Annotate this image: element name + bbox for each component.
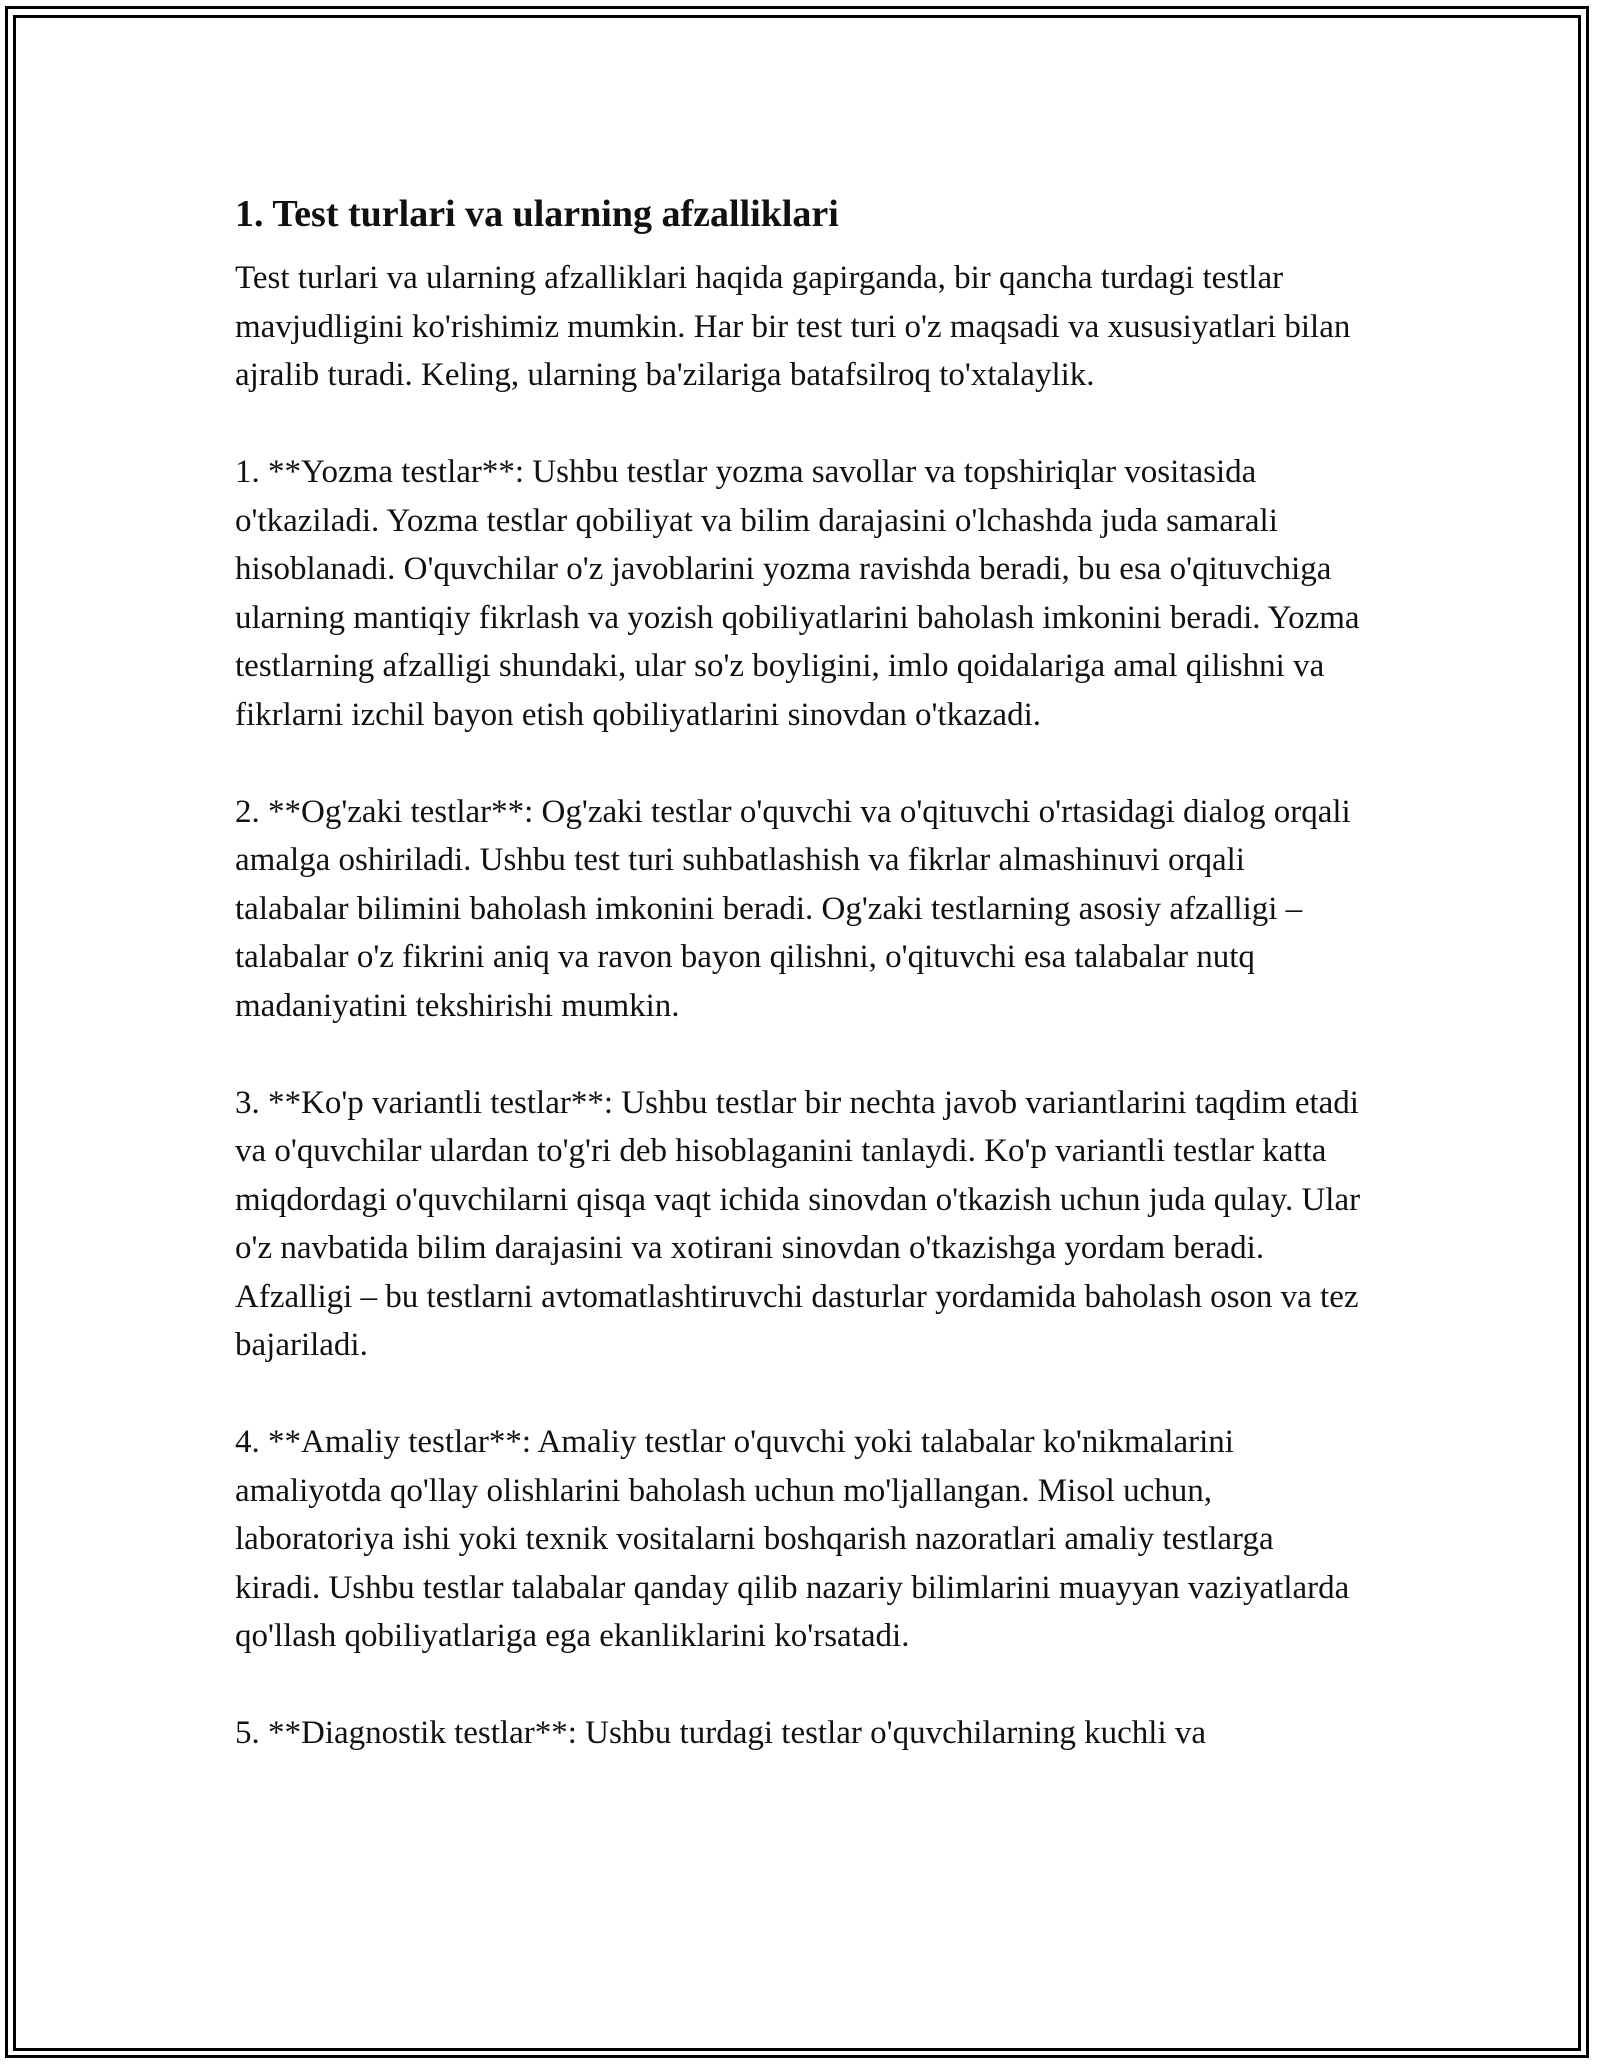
multiple-choice-tests-paragraph: 3. **Ko'p variantli testlar**: Ushbu testlar bir nechta javob variantlarini taqdim etadi va o'quvchilar ulardan to'g'ri deb hisoblaganini tanlaydi. Ko'p variantli testlar katta miqdordagi o'quvchilarni qisqa vaqt ichida sinovdan o'tkazish uchun juda qulay. Ular o'z navbatida bilim darajasini va xotirani sinovdan o'tkazishga yordam beradi. Afzalligi – bu testlarni avtomatlashtiruvchi dasturlar yordamida baholash oson va tez bajariladi.	[235, 1084, 1361, 1363]
intro-paragraph: Test turlari va ularning afzalliklari haqida gapirganda, bir qancha turdagi testlar mavjudligini ko'rishimiz mumkin. Har bir test turi o'z maqsadi va xususiyatlari bilan ajralib turadi. Keling, ularning ba'zilariga batafsilroq to'xtalaylik.	[235, 260, 1351, 393]
oral-tests-paragraph: 2. **Og'zaki testlar**: Og'zaki testlar o'quvchi va o'qituvchi o'rtasidagi dialog orqali amalga oshiriladi. Ushbu test turi suhbatlashish va fikrlar almashinuvi orqali talabalar bilimini baholash imkonini beradi. Og'zaki testlarning asosiy afzalligi – talabalar o'z fikrini aniq va ravon bayon qilishni, o'qituvchi esa talabalar nutq madaniyatini tekshirishi mumkin.	[235, 793, 1351, 1024]
practical-tests-paragraph: 4. **Amaliy testlar**: Amaliy testlar o'quvchi yoki talabalar ko'nikmalarini amaliyotda qo'llay olishlarini baholash uchun mo'ljallangan. Misol uchun, laboratoriya ishi yoki texnik vositalarni boshqarish nazoratlari amaliy testlarga kiradi. Ushbu testlar talabalar qanday qilib nazariy bilimlarini muayyan vaziyatlarda qo'llash qobiliyatlariga ega ekanliklarini ko'rsatadi.	[235, 1424, 1350, 1654]
document-body	[235, 188, 1365, 1806]
section-heading: 1. Test turlari va ularning afzalliklari	[235, 193, 839, 235]
diagnostic-tests-paragraph: 5. **Diagnostik testlar**: Ushbu turdagi testlar o'quvchilarning kuchli va	[235, 1715, 1207, 1751]
written-tests-paragraph: 1. **Yozma testlar**: Ushbu testlar yozma savollar va topshiriqlar vositasida o'tkaziladi. Yozma testlar qobiliyat va bilim darajasini o'lchashda juda samarali hisoblanadi. O'quvchilar o'z javoblarini yozma ravishda beradi, bu esa o'qituvchiga ularning mantiqiy fikrlash va yozish qobiliyatlarini baholash imkonini beradi. Yozma testlarning afzalligi shundaki, ular so'z boyligini, imlo qoidalariga amal qilishni va fikrlarni izchil bayon etish qobiliyatlarini sinovdan o'tkazadi.	[235, 454, 1360, 733]
